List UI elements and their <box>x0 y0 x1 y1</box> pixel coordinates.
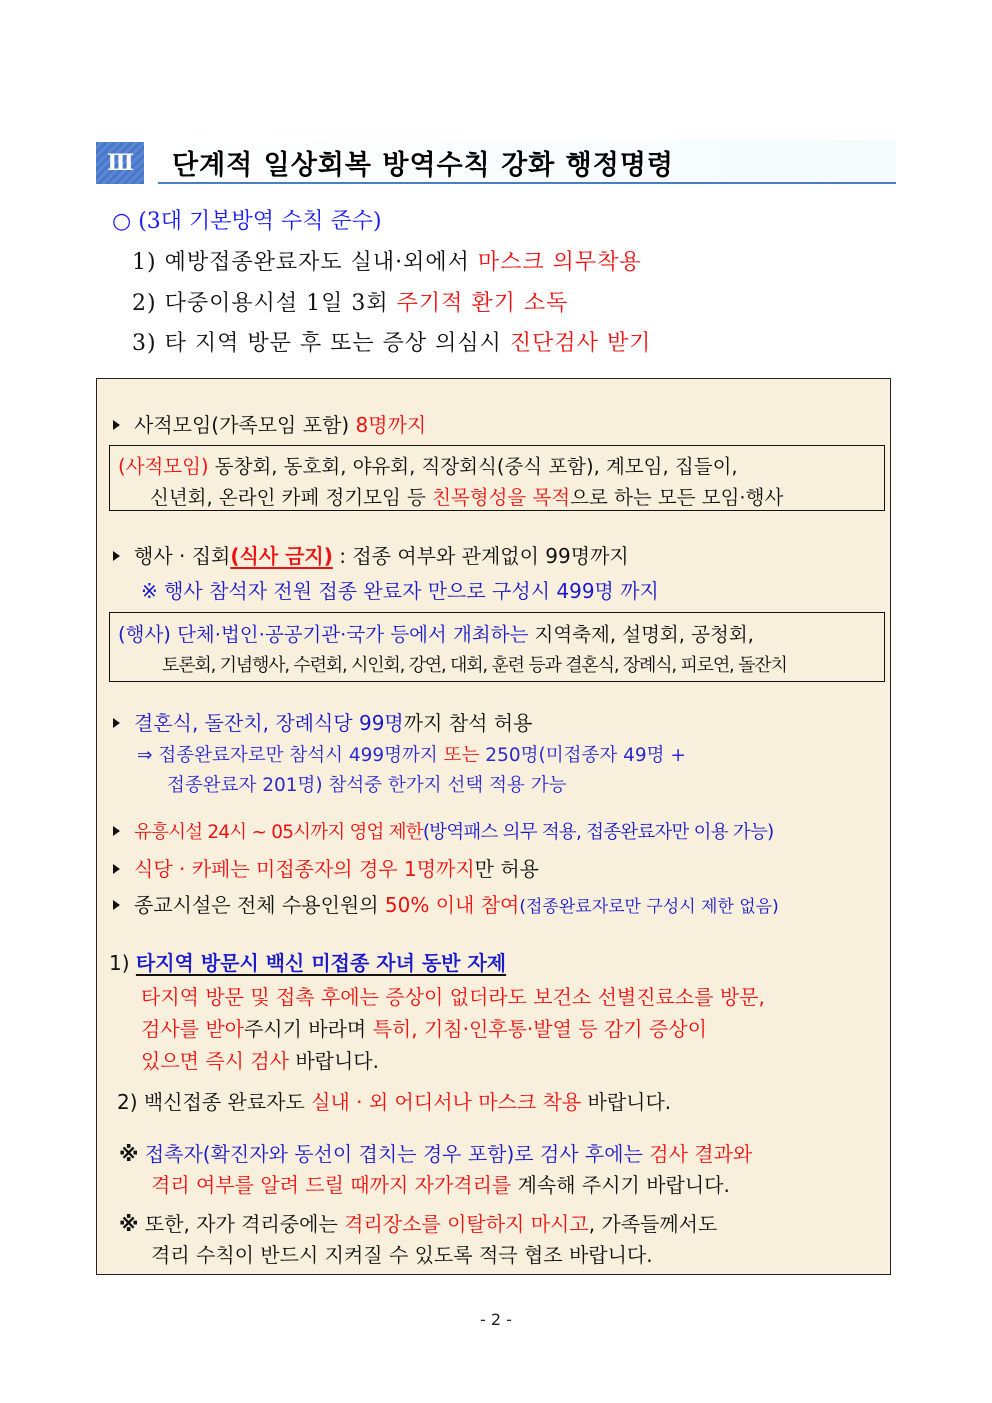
note-1-line <box>119 1138 752 1167</box>
note-2-line: 격리 수칙이 반드시 지켜질 수 있도록 적극 협조 바랍니다. <box>151 1243 653 1267</box>
definition-text: 동창회, 동호회, 야유회, 직장회식(중식 포함), 계모임, 집들이, <box>208 455 738 478</box>
item-number: 2) <box>132 291 157 316</box>
events-definition-box <box>109 612 885 682</box>
item-highlight: 마스크 의무착용 <box>477 250 642 275</box>
rule-text: 사적모임(가족모임 포함) <box>134 413 356 437</box>
rule-highlight: 유흥시설 24시 ~ 05시까지 영업 제한 <box>134 822 423 843</box>
definition-label: (행사) 단체·법인·공공기관·국가 등에서 개최하는 <box>118 623 529 646</box>
note-highlight: 검사 결과와 <box>649 1142 753 1166</box>
advice-1-title <box>109 947 506 976</box>
definition-line: 토론회, 기념행사, 수련회, 시인회, 강연, 대회, 훈련 등과 결혼식, 장례식, 피로연, 돌잔치 <box>162 655 787 676</box>
advice-highlight: 특히, 기침·인후통·발열 등 감기 증상이 <box>372 1017 707 1041</box>
restaurant-rule <box>113 853 539 882</box>
item-number: 3) <box>132 331 157 356</box>
events-rule <box>113 540 629 569</box>
rule-text: : 접종 여부와 관계없이 99명까지 <box>332 544 629 568</box>
note-highlight: 격리 여부를 알려 드릴 때까지 자가격리를 <box>151 1173 512 1197</box>
rule-note: (접종완료자로만 구성시 제한 없음) <box>519 897 779 917</box>
advice-highlight: 있으면 즉시 검사 <box>141 1049 289 1073</box>
page-number: - 2 - <box>480 1310 512 1329</box>
private-gathering-definition-box <box>109 445 885 511</box>
rule-highlight: 결혼식, 돌잔치, 장례식당 99명 <box>134 711 404 735</box>
note-text: 또한, 자가 격리중에는 <box>144 1212 345 1236</box>
definition-text: 신년회, 온라인 카페 정기모임 등 <box>150 486 433 509</box>
advice-2 <box>117 1086 671 1115</box>
basic-rules-heading: ○ (3대 기본방역 수칙 준수) <box>112 209 382 234</box>
rules-box <box>96 378 891 1275</box>
wedding-rule <box>113 707 532 736</box>
basic-rule-item <box>132 286 568 317</box>
advice-title: 타지역 방문시 백신 미접종 자녀 동반 자제 <box>135 951 507 975</box>
basic-rule-item <box>132 326 651 357</box>
private-gathering-rule <box>113 409 426 438</box>
advice-text: 백신접종 완료자도 <box>143 1090 312 1114</box>
advice-number: 1) <box>109 951 130 975</box>
advice-1-line: 타지역 방문 및 접촉 후에는 증상이 없더라도 보건소 선별진료소를 방문, <box>141 985 765 1009</box>
definition-text: 지역축제, 설명회, 공청회, <box>528 623 754 646</box>
advice-text: 바랍니다. <box>581 1090 672 1114</box>
advice-highlight: 실내 · 외 어디서나 마스크 착용 <box>311 1090 582 1114</box>
triangle-bullet-icon <box>113 900 120 910</box>
entertainment-rule <box>113 818 773 844</box>
wedding-sub-line <box>137 741 686 767</box>
events-note: ※ 행사 참석자 전원 접종 완료자 만으로 구성시 499명 까지 <box>141 579 659 603</box>
note-text: 계속해 주시기 바랍니다. <box>511 1173 730 1197</box>
note-text: 접촉자(확진자와 동선이 겹치는 경우 포함)로 검사 후에는 <box>144 1142 650 1166</box>
rule-limit: 8명까지 <box>355 413 427 437</box>
rule-highlight: 50% 이내 참여 <box>384 893 520 917</box>
rule-text: 만 허용 <box>474 857 539 881</box>
item-text: 다중이용시설 1일 3회 <box>164 291 397 316</box>
triangle-bullet-icon <box>113 551 120 561</box>
item-text: 타 지역 방문 후 또는 증상 의심시 <box>164 331 510 356</box>
wedding-sub-line: 접종완료자 201명) 참석중 한가지 선택 적용 가능 <box>167 775 567 796</box>
definition-label: (사적모임) <box>118 455 209 478</box>
section-title: 단계적 일상회복 방역수칙 강화 행정명령 <box>172 150 674 181</box>
advice-1-line <box>141 1013 707 1042</box>
rule-highlight: (식사 금지) <box>230 544 333 568</box>
sub-text: ⇒ 접종완료자로만 참석시 499명까지 <box>137 745 444 766</box>
definition-line <box>150 482 783 510</box>
religion-rule <box>113 889 779 918</box>
advice-highlight: 검사를 받아 <box>141 1017 244 1041</box>
definition-highlight: 친목형성을 목적 <box>432 486 571 509</box>
advice-text: 주시기 바라며 <box>243 1017 373 1041</box>
reference-mark-icon: ※ <box>119 1212 139 1236</box>
section-number: Ⅲ <box>107 150 133 176</box>
note-text: , 가족들께서도 <box>588 1212 718 1236</box>
definition-line <box>118 619 754 647</box>
advice-number: 2) <box>117 1090 138 1114</box>
rule-text: 종교시설은 전체 수용인원의 <box>134 893 385 917</box>
rule-text: 행사 · 집회 <box>134 544 231 568</box>
triangle-bullet-icon <box>113 718 120 728</box>
item-number: 1) <box>132 250 157 275</box>
sub-highlight: 또는 <box>443 745 480 766</box>
item-highlight: 주기적 환기 소독 <box>396 291 569 316</box>
triangle-bullet-icon <box>113 864 120 874</box>
basic-rule-item <box>132 245 642 276</box>
rule-note: (방역패스 의무 적용, 접종완료자만 이용 가능) <box>422 822 774 843</box>
note-highlight: 격리장소를 이탈하지 마시고 <box>344 1212 589 1236</box>
definition-line <box>118 451 738 479</box>
note-2-line <box>119 1208 717 1237</box>
reference-mark-icon: ※ <box>119 1142 139 1166</box>
definition-text: 으로 하는 모든 모임·행사 <box>570 486 784 509</box>
item-text: 예방접종완료자도 실내·외에서 <box>164 250 478 275</box>
advice-1-line <box>141 1045 379 1074</box>
sub-text: 250명(미접종자 49명 + <box>479 745 686 766</box>
item-highlight: 진단검사 받기 <box>509 331 652 356</box>
section-number-badge <box>96 142 144 184</box>
triangle-bullet-icon <box>113 826 120 836</box>
rule-text: 까지 참석 허용 <box>403 711 533 735</box>
advice-text: 바랍니다. <box>288 1049 379 1073</box>
note-1-line <box>151 1169 730 1198</box>
rule-highlight: 식당 · 카페는 미접종자의 경우 1명까지 <box>134 857 475 881</box>
triangle-bullet-icon <box>113 420 120 430</box>
